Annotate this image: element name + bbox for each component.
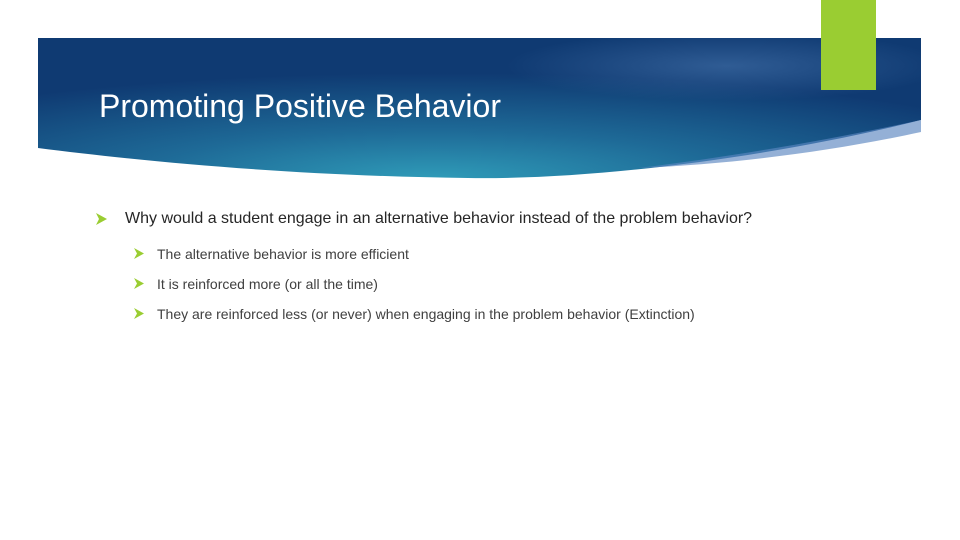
list-item [96, 242, 816, 272]
bullet-list [96, 207, 816, 332]
list-item [96, 302, 816, 332]
list-item [96, 207, 816, 231]
slide-title: Promoting Positive Behavior [99, 88, 501, 124]
sub-bullet-text: It is reinforced more (or all the time) [157, 276, 378, 292]
diamond-arrow-bullet-icon [134, 248, 144, 259]
sub-bullet-list [96, 242, 816, 332]
list-item [96, 272, 816, 302]
bullet-text: Why would a student engage in an alternative behavior instead of the problem behavior? [125, 210, 753, 227]
diamond-arrow-bullet-icon [134, 278, 144, 289]
sub-bullet-text: The alternative behavior is more efficient [157, 246, 409, 262]
accent-tab [821, 0, 876, 90]
diamond-arrow-bullet-icon [96, 213, 107, 225]
diamond-arrow-bullet-icon [134, 308, 144, 319]
sub-bullet-text: They are reinforced less (or never) when engaging in the problem behavior (Extinction) [157, 306, 695, 322]
